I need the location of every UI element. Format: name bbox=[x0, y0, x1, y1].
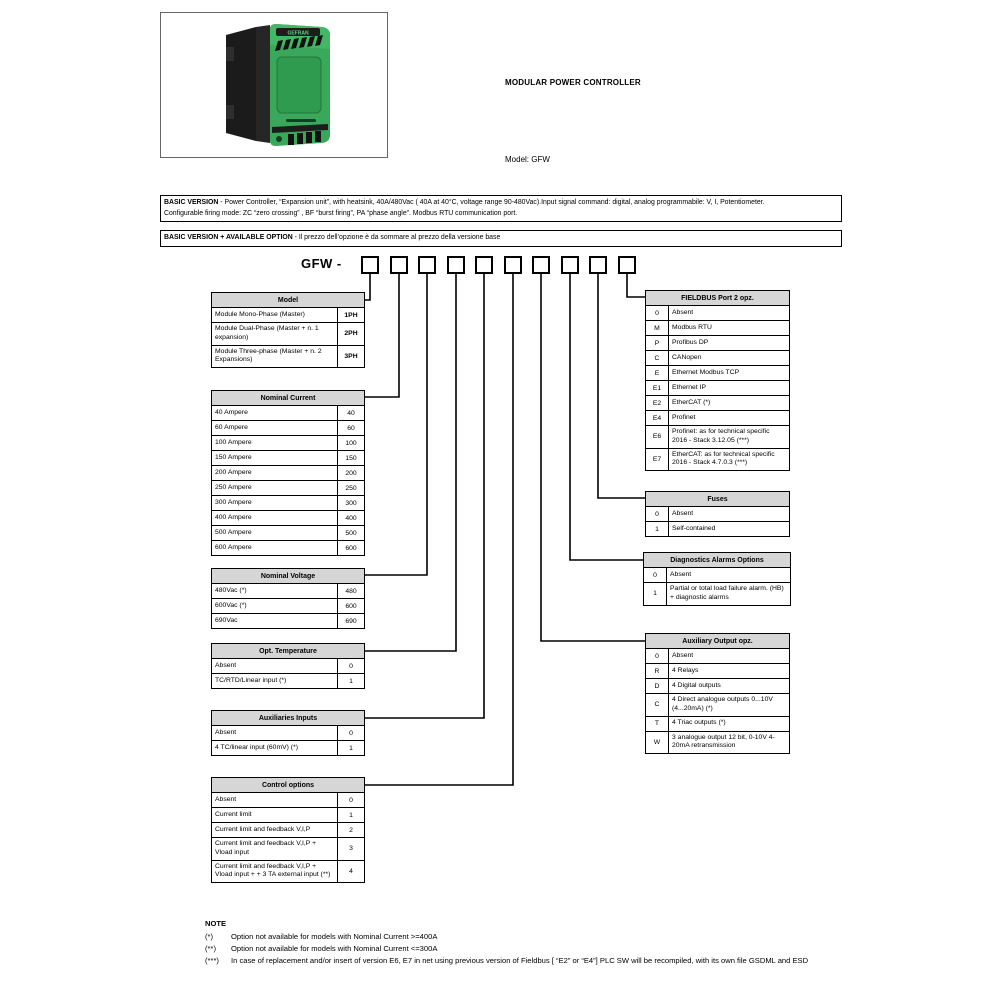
table-row bbox=[212, 741, 364, 755]
table-row bbox=[646, 449, 789, 471]
option-code: 1 bbox=[337, 674, 364, 688]
option-label: EtherCAT (*) bbox=[672, 398, 711, 406]
table-row bbox=[646, 717, 789, 732]
table-title: Opt. Temperature bbox=[212, 644, 364, 659]
option-label: 690Vac bbox=[215, 616, 238, 624]
note-list bbox=[205, 931, 808, 967]
option-label: Current limit bbox=[215, 810, 252, 818]
table-row bbox=[212, 346, 364, 368]
option-code: 0 bbox=[646, 306, 669, 320]
option-label: 400 Ampere bbox=[215, 513, 252, 521]
table-row bbox=[212, 541, 364, 555]
note-item bbox=[205, 943, 808, 955]
table-row bbox=[646, 679, 789, 694]
table-diagnostics-alarms bbox=[643, 552, 791, 606]
option-label: 600 Ampere bbox=[215, 543, 252, 551]
option-code: 0 bbox=[337, 659, 364, 673]
option-code: 0 bbox=[644, 568, 667, 582]
table-row bbox=[212, 659, 364, 674]
option-code: 690 bbox=[337, 614, 364, 628]
option-label: Absent bbox=[672, 509, 694, 517]
table-row bbox=[646, 321, 789, 336]
option-label: 3 analogue output 12 bit, 0-10V 4-20mA retransmission bbox=[672, 733, 775, 750]
option-code: 300 bbox=[337, 496, 364, 510]
option-code: E6 bbox=[646, 426, 669, 448]
table-row bbox=[212, 421, 364, 436]
option-code: 1 bbox=[337, 741, 364, 755]
option-label: EtherCAT: as for technical specific 2016 - Stack 4.7.0.3 (***) bbox=[672, 450, 775, 467]
table-row bbox=[646, 426, 789, 449]
option-label: Absent bbox=[672, 308, 694, 316]
option-code: C bbox=[646, 351, 669, 365]
table-row bbox=[646, 366, 789, 381]
table-opt-temperature bbox=[211, 643, 365, 689]
option-code: 40 bbox=[337, 406, 364, 420]
option-label: 40 Ampere bbox=[215, 408, 248, 416]
option-label: Module Dual-Phase (Master + n. 1 expansion) bbox=[215, 325, 319, 341]
option-label: 4 Relays bbox=[672, 666, 699, 674]
table-row bbox=[646, 649, 789, 664]
note-item bbox=[205, 955, 808, 967]
option-code: P bbox=[646, 336, 669, 350]
table-title: Diagnostics Alarms Options bbox=[644, 553, 790, 568]
available-option-text: - Il prezzo dell’opzione è da sommare al prezzo della versione base bbox=[292, 234, 501, 241]
option-code: 200 bbox=[337, 466, 364, 480]
table-row bbox=[212, 496, 364, 511]
table-row bbox=[212, 614, 364, 628]
option-code: 60 bbox=[337, 421, 364, 435]
option-code: 3PH bbox=[337, 346, 364, 368]
table-row bbox=[212, 808, 364, 823]
option-label: TC/RTD/Linear input (*) bbox=[215, 676, 287, 684]
note-text: Option not available for models with Nominal Current >=400A bbox=[231, 932, 438, 942]
option-label: Current limit and feedback V,I,P bbox=[215, 825, 311, 833]
table-row bbox=[212, 451, 364, 466]
table-row bbox=[646, 507, 789, 522]
table-row bbox=[212, 308, 364, 323]
table-row bbox=[646, 411, 789, 426]
table-title: FIELDBUS Port 2 opz. bbox=[646, 291, 789, 306]
table-row bbox=[644, 568, 790, 583]
note-marker: (**) bbox=[205, 944, 216, 954]
table-row bbox=[646, 351, 789, 366]
option-label: Ethernet Modbus TCP bbox=[672, 368, 740, 376]
table-row bbox=[646, 694, 789, 717]
table-row bbox=[212, 823, 364, 838]
note-item bbox=[205, 931, 808, 943]
option-code: E2 bbox=[646, 396, 669, 410]
table-row bbox=[646, 381, 789, 396]
table-title: Nominal Current bbox=[212, 391, 364, 406]
table-auxiliaries-inputs bbox=[211, 710, 365, 756]
note-marker: (*) bbox=[205, 932, 214, 942]
note-section bbox=[205, 918, 808, 968]
option-code: T bbox=[646, 717, 669, 731]
table-nominal-current bbox=[211, 390, 365, 556]
option-label: 500 Ampere bbox=[215, 528, 252, 536]
option-code: 3 bbox=[337, 838, 364, 860]
option-label: Profibus DP bbox=[672, 338, 709, 346]
option-label: Profinet: as for technical specific 2016 - Stack 3.12.05 (***) bbox=[672, 428, 770, 444]
order-code-prefix: GFW - bbox=[301, 256, 342, 271]
table-fuses bbox=[645, 491, 790, 537]
option-code: 0 bbox=[337, 793, 364, 807]
option-code: E7 bbox=[646, 449, 669, 471]
model-label: Model: GFW bbox=[505, 155, 550, 164]
table-row bbox=[212, 406, 364, 421]
option-label: 250 Ampere bbox=[215, 483, 252, 491]
table-title: Model bbox=[212, 293, 364, 308]
option-code: 0 bbox=[646, 507, 669, 521]
option-code: 1PH bbox=[337, 308, 364, 322]
option-code: E bbox=[646, 366, 669, 380]
option-code: R bbox=[646, 664, 669, 678]
table-row bbox=[212, 726, 364, 741]
option-code: 1 bbox=[644, 583, 667, 605]
option-code: 4 bbox=[337, 861, 364, 883]
option-code: 500 bbox=[337, 526, 364, 540]
option-code: E1 bbox=[646, 381, 669, 395]
option-code: W bbox=[646, 732, 669, 754]
table-title: Control options bbox=[212, 778, 364, 793]
option-code: 480 bbox=[337, 584, 364, 598]
table-row bbox=[212, 599, 364, 614]
option-label: CANopen bbox=[672, 353, 702, 361]
option-label: 480Vac (*) bbox=[215, 586, 247, 594]
option-code: 2 bbox=[337, 823, 364, 837]
option-label: Absent bbox=[215, 795, 237, 803]
option-label: Absent bbox=[215, 728, 237, 736]
table-row bbox=[212, 861, 364, 883]
table-nominal-voltage bbox=[211, 568, 365, 629]
option-code: 600 bbox=[337, 541, 364, 555]
option-code: 150 bbox=[337, 451, 364, 465]
page-title: MODULAR POWER CONTROLLER bbox=[505, 78, 641, 87]
table-fieldbus-port2 bbox=[645, 290, 790, 471]
note-marker: (***) bbox=[205, 956, 219, 966]
option-label: Absent bbox=[672, 651, 694, 659]
note-title: NOTE bbox=[205, 919, 227, 928]
option-code: D bbox=[646, 679, 669, 693]
option-label: Current limit and feedback V,I,P + Vload input + + 3 TA external input (**) bbox=[215, 862, 331, 879]
option-code: 2PH bbox=[337, 323, 364, 345]
table-row bbox=[212, 436, 364, 451]
option-label: Ethernet IP bbox=[672, 383, 707, 391]
option-label: 60 Ampere bbox=[215, 423, 248, 431]
table-title: Auxiliaries Inputs bbox=[212, 711, 364, 726]
option-label: 600Vac (*) bbox=[215, 601, 247, 609]
option-label: Self-contained bbox=[672, 524, 716, 532]
option-code: 400 bbox=[337, 511, 364, 525]
option-label: Module Mono-Phase (Master) bbox=[215, 310, 305, 318]
brand-logo: GEFRAN bbox=[287, 30, 309, 37]
basic-version-text-line2: Configurable firing mode: ZC “zero crossing” , BF “burst firing”, PA “phase angle”. Modbus RTU communication port. bbox=[164, 209, 518, 217]
option-label: Modbus RTU bbox=[672, 323, 712, 331]
option-code: 1 bbox=[646, 522, 669, 536]
table-model bbox=[211, 292, 365, 368]
table-row bbox=[646, 664, 789, 679]
option-label: 150 Ampere bbox=[215, 453, 252, 461]
option-label: Absent bbox=[215, 661, 237, 669]
table-row bbox=[646, 732, 789, 754]
table-title: Auxiliary Output opz. bbox=[646, 634, 789, 649]
available-option-heading: BASIC VERSION + AVAILABLE OPTION bbox=[164, 234, 293, 241]
table-row bbox=[644, 583, 790, 605]
table-control-options bbox=[211, 777, 365, 883]
option-code: M bbox=[646, 321, 669, 335]
option-code: 0 bbox=[646, 649, 669, 663]
table-row bbox=[212, 481, 364, 496]
note-text: In case of replacement and/or insert of version E6, E7 in net using previous version of Fieldbus [ “E2” or “E4”] PLC SW will be recompiled, with its own file GSDML and ESD bbox=[231, 956, 809, 966]
table-row bbox=[212, 526, 364, 541]
table-row bbox=[212, 793, 364, 808]
option-code: 600 bbox=[337, 599, 364, 613]
table-title: Nominal Voltage bbox=[212, 569, 364, 584]
basic-version-text: - Power Controller, “Expansion unit”, with heatsink, 40A/480Vac ( 40A at 40°C, voltage range 90-480Vac).Input signal command: digital, analog programmabile: V, I, Potentiometer. bbox=[218, 199, 765, 206]
table-row bbox=[212, 584, 364, 599]
table-row bbox=[646, 522, 789, 536]
option-label: Module Three-phase (Master + n. 2 Expansions) bbox=[215, 347, 322, 364]
option-code: 250 bbox=[337, 481, 364, 495]
table-auxiliary-output bbox=[645, 633, 790, 754]
basic-version-heading: BASIC VERSION bbox=[164, 199, 219, 206]
option-label: 4 Digital outputs bbox=[672, 681, 721, 689]
option-label: 100 Ampere bbox=[215, 438, 252, 446]
option-code: 1 bbox=[337, 808, 364, 822]
option-code: 0 bbox=[337, 726, 364, 740]
note-text: Option not available for models with Nominal Current <=300A bbox=[231, 944, 438, 954]
option-code: E4 bbox=[646, 411, 669, 425]
table-row bbox=[212, 323, 364, 346]
option-label: Absent bbox=[670, 570, 692, 578]
option-label: Current limit and feedback V,I,P + Vload input bbox=[215, 840, 317, 856]
table-row bbox=[646, 336, 789, 351]
option-label: 200 Ampere bbox=[215, 468, 252, 476]
option-label: Profinet bbox=[672, 413, 696, 421]
option-label: 300 Ampere bbox=[215, 498, 252, 506]
table-row bbox=[646, 396, 789, 411]
table-title: Fuses bbox=[646, 492, 789, 507]
table-row bbox=[212, 674, 364, 688]
option-label: Partial or total load failure alarm. (HB) + diagnostic alarms bbox=[670, 585, 784, 601]
table-row bbox=[212, 838, 364, 861]
table-row bbox=[212, 511, 364, 526]
option-code: 100 bbox=[337, 436, 364, 450]
table-row bbox=[212, 466, 364, 481]
option-label: 4 Triac outputs (*) bbox=[672, 719, 726, 727]
option-code: C bbox=[646, 694, 669, 716]
option-label: 4 Direct analogue outputs 0...10V (4...20mA) (*) bbox=[672, 696, 773, 712]
table-row bbox=[646, 306, 789, 321]
option-label: 4 TC/linear input (60mV) (*) bbox=[215, 743, 298, 751]
